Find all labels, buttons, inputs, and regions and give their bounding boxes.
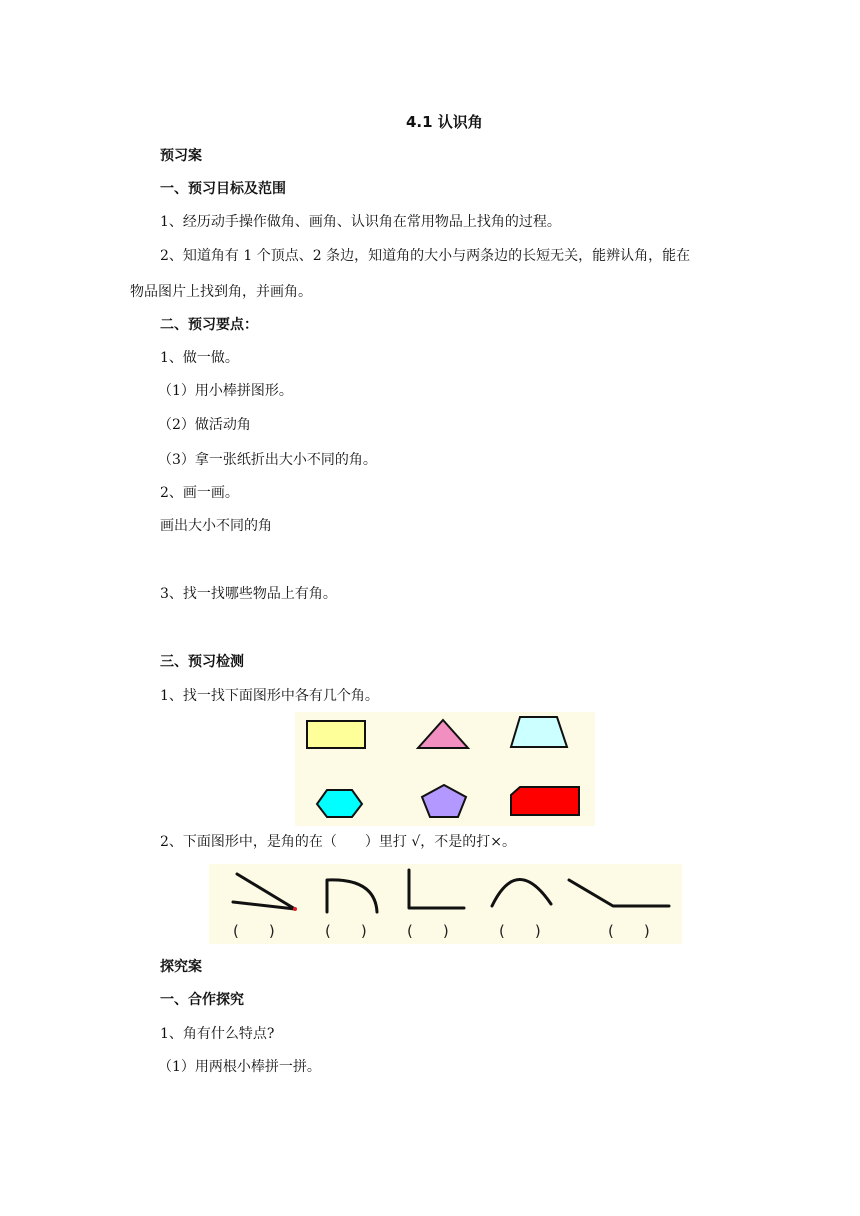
answer-paren-5[interactable]: ( )	[608, 922, 650, 940]
page-title: 4.1 认识角	[406, 113, 483, 131]
rectangle-shape	[307, 721, 365, 748]
point-1-1: （1）用小棒拼图形。	[158, 383, 293, 399]
point-1-2: （2）做活动角	[158, 417, 251, 433]
explore-question-1-1: （1）用两根小棒拼一拼。	[158, 1059, 321, 1075]
points-heading: 二、预习要点：	[160, 317, 258, 333]
vertex-dot	[293, 907, 297, 911]
hexagon-shape	[317, 790, 362, 817]
trapezoid-shape	[511, 717, 567, 747]
section-heading-preview: 预习案	[160, 148, 202, 164]
explore-question-1: 1、角有什么特点?	[160, 1026, 275, 1042]
answer-paren-2[interactable]: ( )	[325, 922, 367, 940]
check-question-2: 2、下面图形中，是角的在（ ）里打 √，不是的打×。	[160, 834, 517, 850]
answer-paren-3[interactable]: ( )	[407, 922, 449, 940]
coop-heading: 一、合作探究	[160, 992, 244, 1008]
answer-paren-4[interactable]: ( )	[499, 922, 541, 940]
check-heading: 三、预习检测	[160, 654, 244, 670]
check-question-1: 1、找一找下面图形中各有几个角。	[160, 688, 379, 704]
point-1: 1、做一做。	[160, 350, 239, 366]
cut-rectangle-shape	[511, 787, 579, 815]
shapes-figure	[295, 712, 595, 826]
goal-item-2-line-2: 物品图片上找到角，并画角。	[130, 284, 312, 300]
point-3: 3、找一找哪些物品上有角。	[160, 586, 337, 602]
goal-item-1: 1、经历动手操作做角、画角、认识角在常用物品上找角的过程。	[160, 214, 561, 230]
goal-item-2-line-1: 2、知道角有 1 个顶点、2 条边，知道角的大小与两条边的长短无关，能辨认角，能在	[160, 248, 691, 264]
point-2-1: 画出大小不同的角	[160, 518, 272, 534]
goal-heading: 一、预习目标及范围	[160, 181, 286, 197]
point-1-3: （3）拿一张纸折出大小不同的角。	[158, 452, 377, 468]
point-2: 2、画一画。	[160, 485, 239, 501]
answer-paren-1[interactable]: ( )	[233, 922, 275, 940]
section-heading-explore: 探究案	[160, 959, 202, 975]
